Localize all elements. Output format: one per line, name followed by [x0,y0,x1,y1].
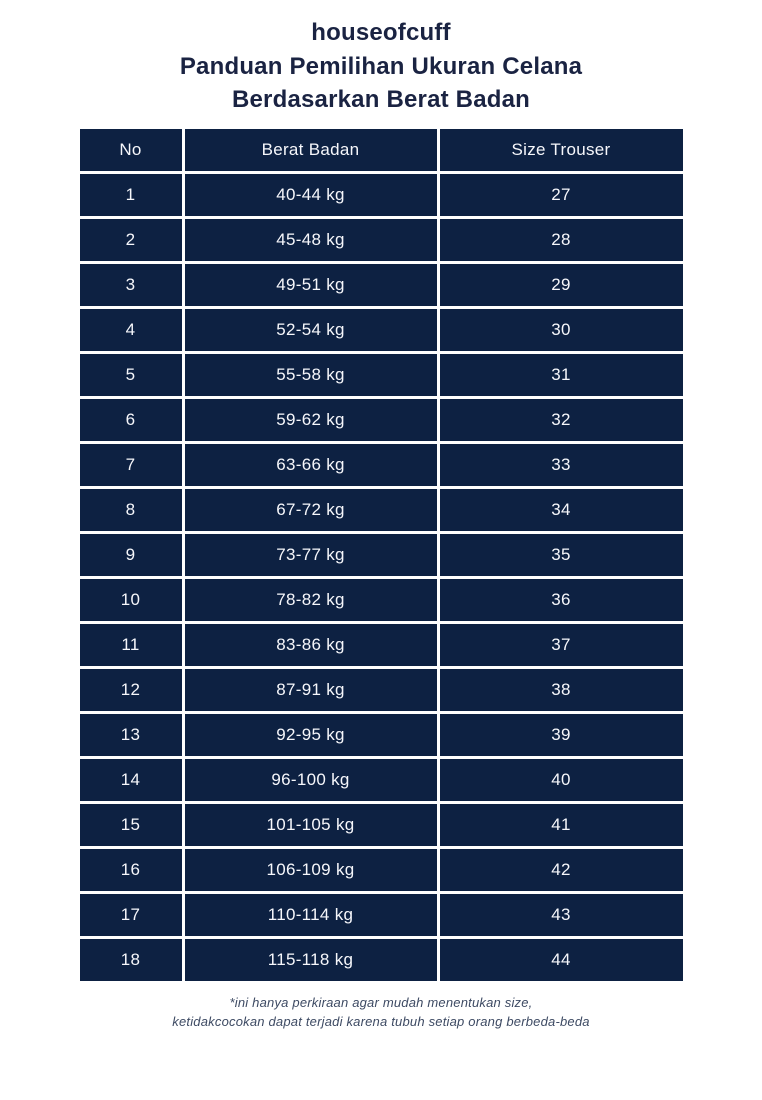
footnote [0,993,762,1031]
cell-berat-badan: 67-72 kg [183,488,438,533]
cell-berat-badan: 101-105 kg [183,803,438,848]
footnote-line-2: ketidakcocokan dapat terjadi karena tubuh setiap orang berbeda-beda [172,1014,590,1029]
cell-size-trouser: 36 [438,578,684,623]
cell-size-trouser: 42 [438,848,684,893]
cell-berat-badan: 96-100 kg [183,758,438,803]
cell-size-trouser: 35 [438,533,684,578]
table-row [78,668,684,713]
cell-size-trouser: 33 [438,443,684,488]
table-row [78,848,684,893]
cell-berat-badan: 40-44 kg [183,173,438,218]
cell-no: 16 [78,848,183,893]
table-row [78,803,684,848]
cell-no: 10 [78,578,183,623]
table-row [78,488,684,533]
cell-no: 4 [78,308,183,353]
table-row [78,758,684,803]
cell-berat-badan: 49-51 kg [183,263,438,308]
cell-berat-badan: 55-58 kg [183,353,438,398]
cell-size-trouser: 30 [438,308,684,353]
table-row [78,578,684,623]
cell-no: 7 [78,443,183,488]
cell-no: 9 [78,533,183,578]
cell-size-trouser: 29 [438,263,684,308]
column-header-berat-badan: Berat Badan [183,128,438,173]
cell-size-trouser: 31 [438,353,684,398]
page-header [0,0,762,116]
cell-size-trouser: 44 [438,938,684,983]
cell-berat-badan: 45-48 kg [183,218,438,263]
cell-no: 15 [78,803,183,848]
cell-berat-badan: 78-82 kg [183,578,438,623]
cell-berat-badan: 106-109 kg [183,848,438,893]
page-title-line-1: Panduan Pemilihan Ukuran Celana [179,53,583,80]
cell-no: 13 [78,713,183,758]
cell-size-trouser: 32 [438,398,684,443]
cell-no: 14 [78,758,183,803]
cell-size-trouser: 39 [438,713,684,758]
cell-no: 5 [78,353,183,398]
table-header-row [78,128,684,173]
table-row [78,353,684,398]
page-title-line-2: Berdasarkan Berat Badan [231,86,531,113]
cell-size-trouser: 34 [438,488,684,533]
cell-size-trouser: 40 [438,758,684,803]
cell-no: 6 [78,398,183,443]
cell-size-trouser: 41 [438,803,684,848]
cell-size-trouser: 27 [438,173,684,218]
table-row [78,533,684,578]
cell-size-trouser: 43 [438,893,684,938]
cell-no: 1 [78,173,183,218]
cell-berat-badan: 92-95 kg [183,713,438,758]
cell-no: 12 [78,668,183,713]
column-header-size-trouser: Size Trouser [438,128,684,173]
table-row [78,713,684,758]
table-row [78,443,684,488]
cell-berat-badan: 87-91 kg [183,668,438,713]
cell-berat-badan: 52-54 kg [183,308,438,353]
cell-no: 18 [78,938,183,983]
table-row [78,263,684,308]
column-header-no: No [78,128,183,173]
cell-berat-badan: 110-114 kg [183,893,438,938]
cell-size-trouser: 38 [438,668,684,713]
cell-no: 11 [78,623,183,668]
cell-no: 3 [78,263,183,308]
table-row [78,308,684,353]
cell-size-trouser: 28 [438,218,684,263]
table-row [78,938,684,983]
cell-berat-badan: 83-86 kg [183,623,438,668]
table-row [78,623,684,668]
cell-berat-badan: 115-118 kg [183,938,438,983]
size-guide-table [77,126,686,984]
cell-berat-badan: 73-77 kg [183,533,438,578]
table-row [78,893,684,938]
cell-size-trouser: 37 [438,623,684,668]
cell-berat-badan: 59-62 kg [183,398,438,443]
table-row [78,173,684,218]
table-row [78,398,684,443]
table-row [78,218,684,263]
cell-no: 17 [78,893,183,938]
brand-name: houseofcuff [311,19,451,46]
cell-no: 8 [78,488,183,533]
footnote-line-1: *ini hanya perkiraan agar mudah menentukan size, [229,995,533,1010]
cell-no: 2 [78,218,183,263]
cell-berat-badan: 63-66 kg [183,443,438,488]
size-table-body [78,173,684,983]
